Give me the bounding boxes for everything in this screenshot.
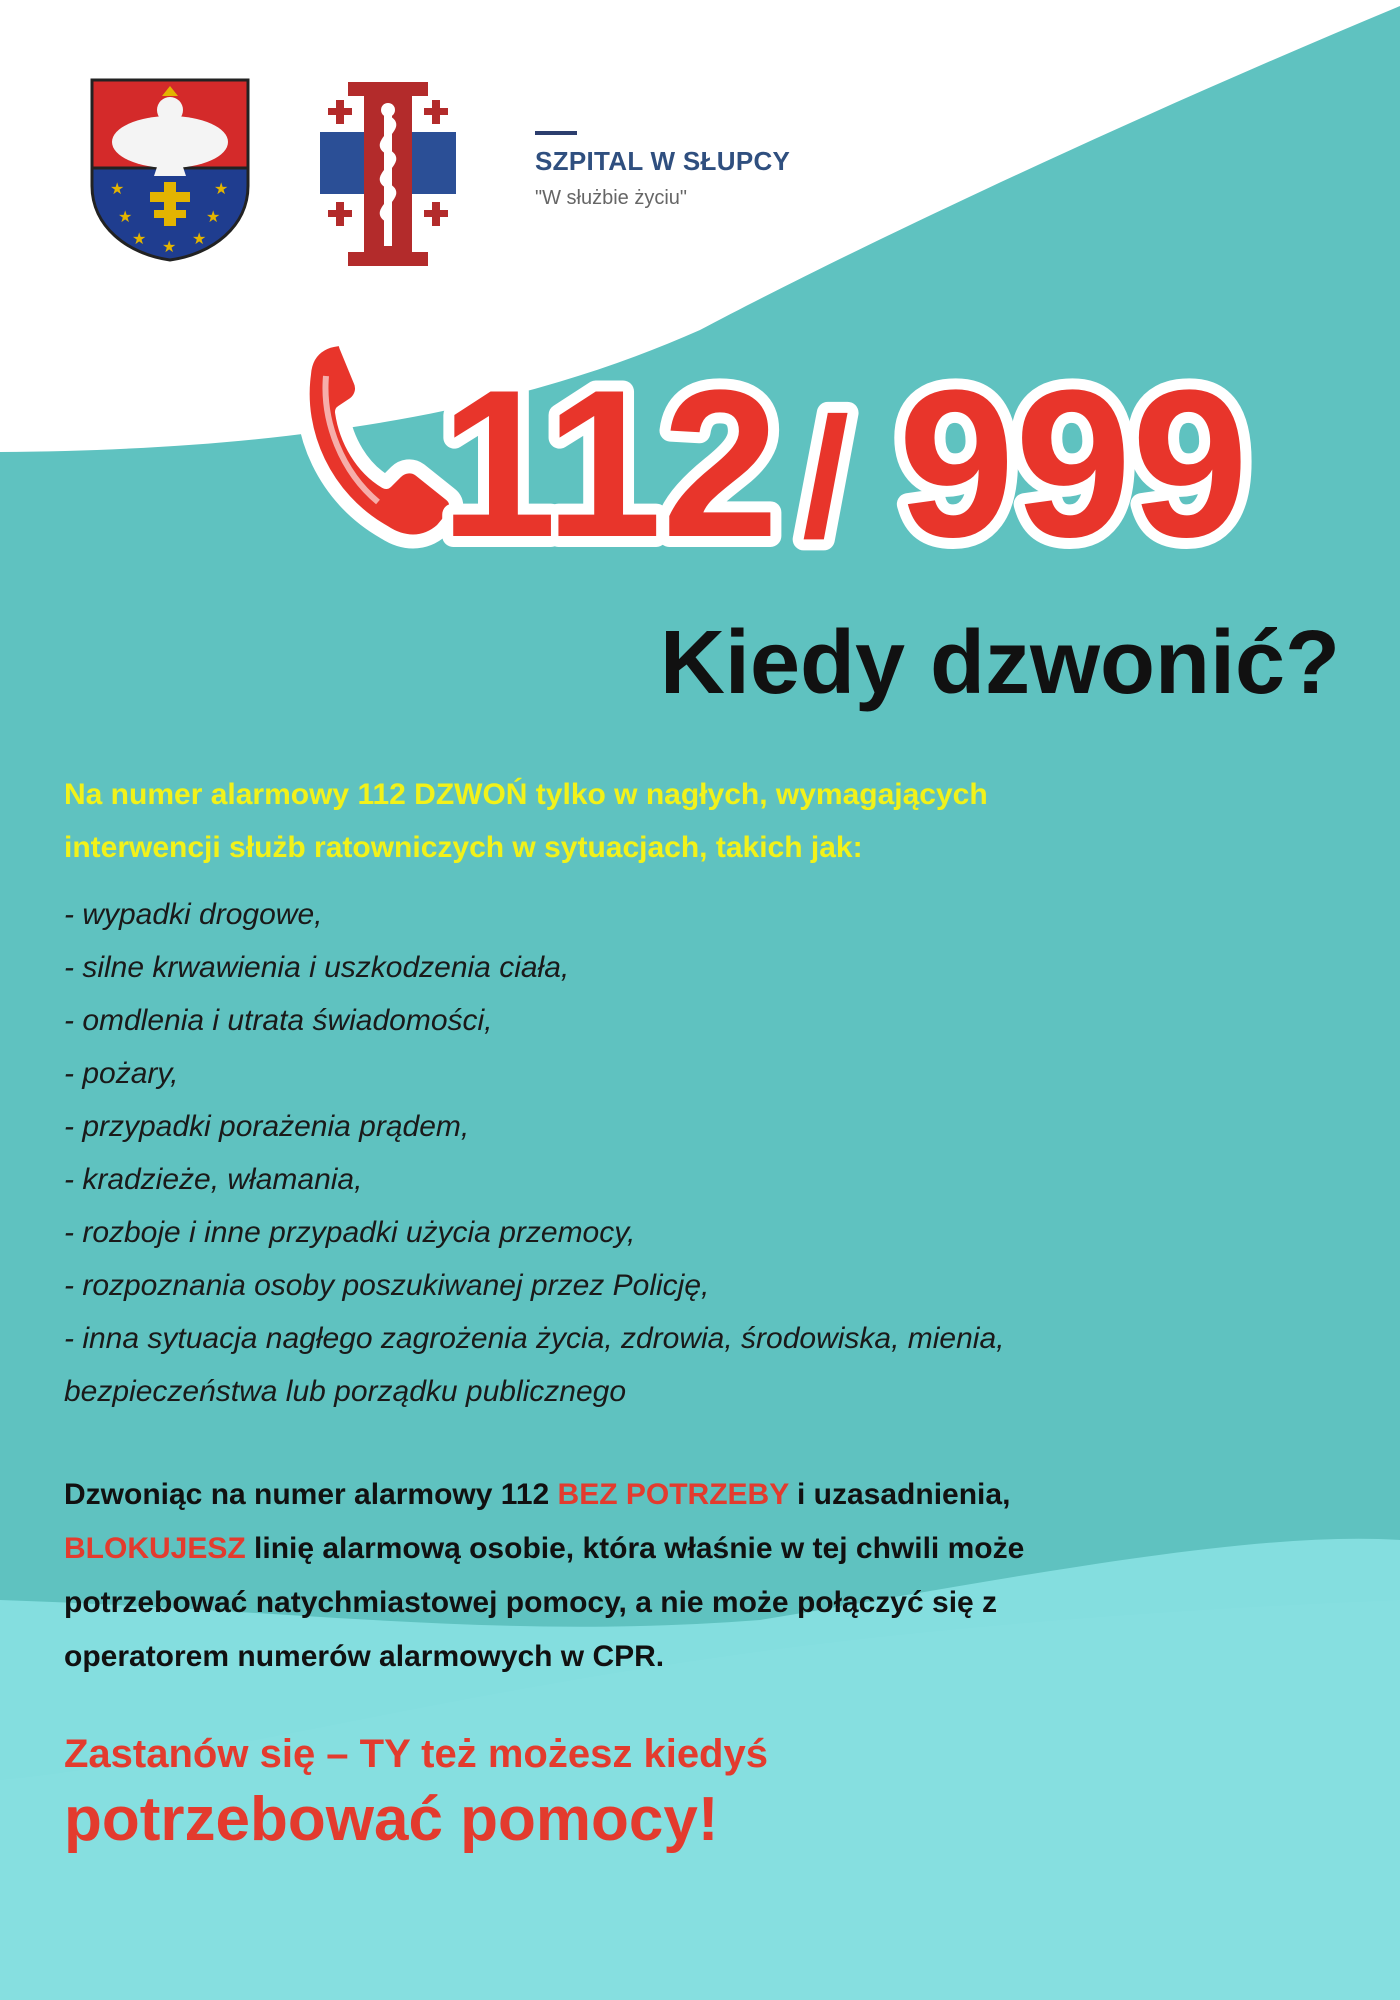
list-item: - pożary, [64,1057,179,1090]
closing-line-2: potrzebować pomocy! [64,1785,719,1854]
list-item: - rozboje i inne przypadki użycia przemocy, [64,1216,636,1249]
closing-line-1: Zastanów się – TY też możesz kiedyś [64,1732,768,1776]
intro-line-1: Na numer alarmowy 112 DZWOŃ tylko w nagłych, wymagających [64,778,988,811]
hospital-emblem-logo [320,82,456,266]
hospital-name-accent-bar [535,131,577,135]
warning-text: Dzwoniąc na numer alarmowy 112 [64,1478,558,1511]
list-item: - kradzieże, włamania, [64,1163,363,1196]
warning-line-1 [64,1468,1344,1522]
coat-of-arms-logo [88,76,252,262]
intro-text [64,768,1344,874]
list-item: - rozpoznania osoby poszukiwanej przez Policję, [64,1269,710,1302]
list-item: bezpieczeństwa lub porządku publicznego [64,1375,627,1408]
warning-paragraph [64,1468,1344,1684]
warning-line-2 [64,1522,1344,1576]
emergency-situations-list [64,888,1344,1418]
emergency-number-999: 999 [898,346,1249,566]
warning-text: i uzasadnienia, [788,1478,1011,1511]
svg-text:★: ★ [162,237,177,256]
svg-text:★: ★ [214,179,229,198]
svg-text:★: ★ [206,207,221,226]
warning-line-4: operatorem numerów alarmowych w CPR. [64,1640,665,1673]
svg-text:★: ★ [192,229,207,248]
list-item: - wypadki drogowe, [64,898,323,931]
emergency-number-112: 112 [440,346,779,566]
headline-question: Kiedy dzwonić? [659,613,1340,713]
list-item: - inna sytuacja nagłego zagrożenia życia, zdrowia, środowiska, mienia, [64,1322,1005,1355]
hospital-motto: "W służbie życiu" [535,187,688,209]
svg-text:★: ★ [110,179,125,198]
list-item: - przypadki porażenia prądem, [64,1110,470,1143]
intro-line-2: interwencji służb ratowniczych w sytuacjach, takich jak: [64,831,863,864]
svg-text:★: ★ [118,207,133,226]
warning-line-3: potrzebować natychmiastowej pomocy, a nie może połączyć się z [64,1586,998,1619]
svg-text:★: ★ [132,229,147,248]
emergency-numbers [440,326,1340,566]
hospital-name: SZPITAL W SŁUPCY [535,146,791,176]
warning-text: linię alarmową osobie, która właśnie w tej chwili może [245,1532,1025,1565]
warning-highlight-blocking: BLOKUJESZ [64,1532,246,1565]
list-item: - omdlenia i utrata świadomości, [64,1004,493,1037]
number-separator: / [802,383,850,566]
list-item: - silne krwawienia i uszkodzenia ciała, [64,951,570,984]
phone-handset-icon [286,322,464,554]
warning-highlight-no-need: BEZ POTRZEBY [557,1478,789,1511]
